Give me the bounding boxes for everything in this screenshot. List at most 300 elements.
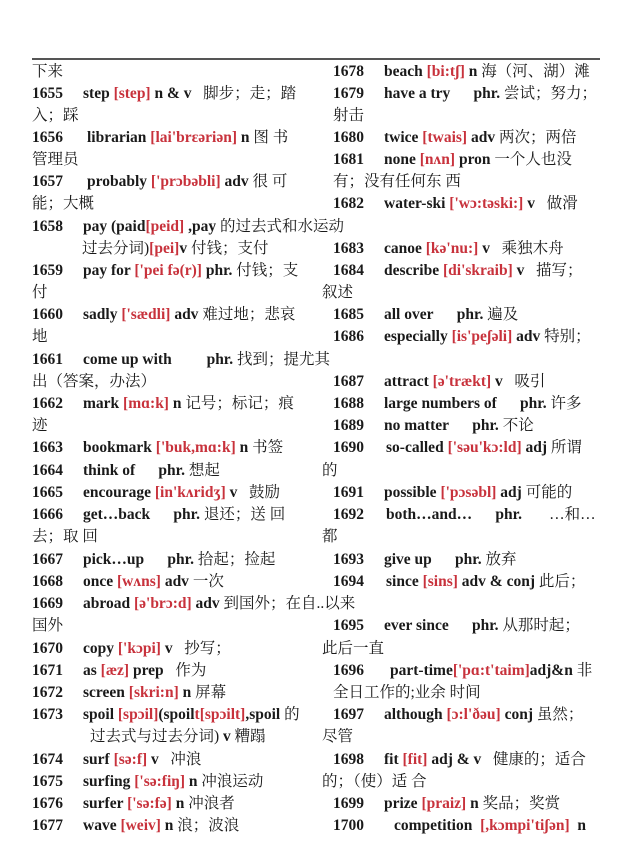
english-word: ever since phr. [384, 617, 503, 634]
entry-number: 1666 [32, 506, 63, 523]
text-line [333, 794, 560, 814]
english-word: as [83, 662, 101, 679]
text-line [333, 816, 586, 836]
english-word: spoil [83, 706, 118, 723]
english-word: n [171, 795, 189, 812]
chinese-definition: 全日工作的;业余 时间 [333, 684, 481, 701]
chinese-definition: 抄写； [176, 640, 231, 657]
chinese-definition: 书签 [252, 439, 284, 456]
text-line [322, 727, 353, 747]
english-word: wave [83, 817, 121, 834]
chinese-definition: 迹 [32, 417, 48, 434]
entry-number: 1692 [333, 506, 364, 523]
phonetic: t[spɔilt] [194, 706, 246, 723]
text-line [333, 327, 591, 347]
english-word: no matter phr. [384, 417, 503, 434]
chinese-definition: 两次；两倍 [498, 129, 577, 146]
chinese-definition: 一个人也没 [494, 151, 572, 168]
english-word: beach [384, 63, 427, 80]
chinese-definition: 图 书 [253, 129, 289, 146]
chinese-definition: 冲浪者 [188, 795, 235, 812]
text-line [333, 394, 582, 414]
english-word: come up with phr. [83, 351, 238, 368]
phonetic: [step] [113, 85, 151, 102]
chinese-definition: 地 [32, 328, 48, 345]
english-word: especially [384, 328, 452, 345]
english-word: adv [467, 129, 499, 146]
english-word: describe [384, 262, 443, 279]
chinese-definition: 一次 [192, 573, 224, 590]
phonetic: ['pɔsəbl] [440, 484, 497, 501]
chinese-definition: 冲浪运动 [201, 773, 264, 790]
entry-number: 1696 [333, 662, 364, 679]
entry-number: 1689 [333, 417, 364, 434]
english-word: abroad [83, 595, 134, 612]
phonetic: [peid] [145, 218, 185, 235]
english-word: v [179, 240, 191, 257]
text-line [32, 62, 63, 82]
english-word: adv [191, 595, 224, 612]
english-word: surfer [83, 795, 128, 812]
chinese-definition: 非 [576, 662, 593, 679]
entry-number: 1698 [333, 751, 364, 768]
entry-number: 1699 [333, 795, 364, 812]
phonetic: [nʌn] [419, 151, 456, 168]
text-line [32, 106, 79, 126]
chinese-definition: 此后一直 [322, 640, 385, 657]
text-line [322, 639, 384, 659]
english-word: (spoil [158, 706, 195, 723]
chinese-definition: 可能的 [525, 484, 573, 501]
english-word: prep [129, 662, 168, 679]
text-line [322, 772, 427, 792]
english-word: so-called [386, 439, 448, 456]
text-line [333, 172, 461, 192]
chinese-definition: 的；（使）适 合 [322, 773, 427, 790]
english-word: mark [83, 395, 124, 412]
text-line [32, 705, 300, 725]
entry-number: 1661 [32, 351, 63, 368]
chinese-definition: 叙述 [322, 284, 354, 301]
phonetic: [bi:tʃ] [426, 63, 465, 80]
entry-number: 1691 [333, 484, 364, 501]
english-word: step [83, 85, 114, 102]
text-line [333, 550, 517, 570]
text-line [32, 283, 48, 303]
english-word: adv [220, 173, 253, 190]
entry-number: 1664 [32, 462, 63, 479]
english-word: adv & conj [457, 573, 539, 590]
english-word: ,pay [184, 218, 220, 235]
chinese-definition: 付钱；支付 [190, 240, 269, 257]
chinese-definition: 很 可 [252, 173, 288, 190]
text-line [82, 239, 268, 259]
phonetic: [in'kʌridʒ] [154, 484, 226, 501]
phonetic: ['səu'kɔ:ld] [447, 439, 522, 456]
english-word: pay for [83, 262, 135, 279]
entry-number: 1683 [333, 240, 364, 257]
text-line [333, 616, 580, 636]
text-line [32, 772, 263, 792]
text-line [32, 394, 294, 414]
english-word: sadly [83, 306, 122, 323]
english-word: since [386, 573, 423, 590]
english-word: twice [384, 129, 423, 146]
chinese-definition: 下来 [32, 63, 64, 80]
english-word: think of phr. [83, 462, 189, 479]
chinese-definition: 尽管 [322, 728, 354, 745]
chinese-definition: 到国外；在自..以来 [223, 595, 356, 612]
english-word: v [160, 640, 177, 657]
top-rule [32, 58, 600, 60]
english-word: v [491, 373, 507, 390]
phonetic: ['sædli] [121, 306, 171, 323]
entry-number: 1659 [32, 262, 63, 279]
phonetic: [pei] [149, 240, 180, 257]
text-line [333, 572, 585, 592]
text-line [32, 616, 63, 636]
entry-number: 1672 [32, 684, 63, 701]
english-word: attract [384, 373, 433, 390]
english-word: probably [87, 173, 151, 190]
entry-number: 1684 [333, 262, 364, 279]
english-word: n [178, 684, 196, 701]
text-line [333, 505, 596, 525]
text-line [322, 461, 338, 481]
chinese-definition: 付 [32, 284, 48, 301]
phonetic: [mɑ:k] [123, 395, 169, 412]
english-word: all over phr. [384, 306, 488, 323]
chinese-definition: 有；没有任何东 西 [333, 173, 461, 190]
chinese-definition: 吸引 [506, 373, 546, 390]
text-line [32, 505, 285, 525]
entry-number: 1694 [333, 573, 364, 590]
phonetic: [spɔil] [117, 706, 159, 723]
text-line [333, 416, 534, 436]
chinese-definition: 做滑 [538, 195, 578, 212]
chinese-definition: 都 [322, 528, 338, 545]
phonetic: [ə'trækt] [432, 373, 492, 390]
entry-number: 1678 [333, 63, 364, 80]
phonetic: [is'peʃəli] [451, 328, 513, 345]
phonetic: [ɔ:l'ðəu] [446, 706, 501, 723]
entry-number: 1663 [32, 439, 63, 456]
phonetic: [kə'nu:] [425, 240, 479, 257]
text-line [322, 283, 353, 303]
text-line [32, 84, 296, 104]
text-line [32, 483, 280, 503]
entry-number: 1695 [333, 617, 364, 634]
text-line [32, 372, 156, 392]
chinese-definition: 健康的；适合 [485, 751, 586, 768]
english-word: adj [496, 484, 526, 501]
chinese-definition: 出（答案，办法） [32, 373, 157, 390]
text-line [32, 794, 235, 814]
chinese-definition: 尝试；努力； [504, 85, 598, 102]
english-word: surfing [83, 773, 135, 790]
chinese-definition: 的 [322, 462, 338, 479]
english-word: fit [384, 751, 403, 768]
chinese-definition: 许多 [550, 395, 582, 412]
phonetic: [fit] [402, 751, 428, 768]
entry-number: 1671 [32, 662, 63, 679]
text-line [32, 305, 295, 325]
entry-number: 1673 [32, 706, 63, 723]
entry-number: 1658 [32, 218, 63, 235]
text-line [333, 661, 592, 681]
text-line [32, 639, 231, 659]
text-line [32, 550, 275, 570]
entry-number: 1675 [32, 773, 63, 790]
entry-number: 1700 [333, 817, 364, 834]
text-line [333, 128, 576, 148]
phonetic: [skri:n] [128, 684, 179, 701]
text-line [333, 261, 583, 281]
text-line [32, 750, 201, 770]
entry-number: 1667 [32, 551, 63, 568]
text-line [32, 683, 226, 703]
chinese-definition: 放弃 [485, 551, 517, 568]
english-word: adv [160, 573, 193, 590]
english-word: pay (paid [83, 218, 146, 235]
phonetic: [sə:f] [113, 751, 148, 768]
text-line [333, 194, 578, 214]
chinese-definition: 不论 [502, 417, 534, 434]
text-line [32, 416, 48, 436]
english-word: part-time [390, 662, 453, 679]
chinese-definition: 能；大概 [32, 195, 95, 212]
english-word: none [384, 151, 420, 168]
chinese-definition: 射击 [333, 107, 365, 124]
entry-number: 1697 [333, 706, 364, 723]
phonetic: [di'skraib] [442, 262, 513, 279]
chinese-definition: 冲浪 [162, 751, 202, 768]
text-line [333, 483, 572, 503]
entry-number: 1687 [333, 373, 364, 390]
entry-number: 1662 [32, 395, 63, 412]
phonetic: [ə'brɔ:d] [133, 595, 192, 612]
english-word: adj&n [529, 662, 577, 679]
english-word: possible [384, 484, 441, 501]
chinese-definition: 过去式与过去分词) [90, 728, 220, 745]
text-line [333, 372, 545, 392]
text-line [333, 62, 590, 82]
text-line [32, 217, 344, 237]
chinese-definition: 管理员 [32, 151, 79, 168]
entry-number: 1674 [32, 751, 63, 768]
chinese-definition: 鼓励 [241, 484, 280, 501]
text-line [32, 594, 355, 614]
chinese-definition: 描写； [528, 262, 583, 279]
english-word: once [83, 573, 118, 590]
english-word: conj [500, 706, 537, 723]
english-word: phr. [201, 262, 237, 279]
chinese-definition: 入；踩 [32, 107, 79, 124]
english-word: n & v [150, 85, 196, 102]
text-line [32, 261, 298, 281]
english-word: although [384, 706, 447, 723]
chinese-definition: 国外 [32, 617, 64, 634]
entry-number: 1676 [32, 795, 63, 812]
english-word: pick…up phr. [83, 551, 198, 568]
entry-number: 1668 [32, 573, 63, 590]
phonetic: ['prɔbəbli] [150, 173, 221, 190]
english-word: n [236, 129, 254, 146]
english-word: adv [512, 328, 545, 345]
english-word: bookmark [83, 439, 156, 456]
phonetic: [twais] [422, 129, 468, 146]
english-word: screen [83, 684, 129, 701]
english-word: v [478, 240, 494, 257]
entry-number: 1690 [333, 439, 364, 456]
chinese-definition: …和… [549, 506, 596, 523]
text-line [333, 305, 518, 325]
phonetic: [sins] [422, 573, 458, 590]
text-line [32, 527, 98, 547]
chinese-definition: 的 [284, 706, 300, 723]
chinese-definition: 付钱；支 [236, 262, 299, 279]
english-word: large numbers of phr. [384, 395, 551, 412]
english-word: get…back phr. [83, 506, 204, 523]
text-line [322, 527, 338, 547]
english-word: adj [521, 439, 551, 456]
entry-number: 1681 [333, 151, 364, 168]
english-word: n [160, 817, 178, 834]
phonetic: [,kɔmpi'tiʃən] [480, 817, 570, 834]
chinese-definition: 想起 [188, 462, 220, 479]
english-word: both…and… phr. [386, 506, 550, 523]
text-line [90, 727, 266, 747]
text-line [333, 683, 481, 703]
entry-number: 1680 [333, 129, 364, 146]
phonetic: [weiv] [120, 817, 161, 834]
english-word: n [235, 439, 253, 456]
english-word: water-ski [384, 195, 450, 212]
english-word: adv [170, 306, 203, 323]
phonetic: [wʌns] [117, 573, 161, 590]
chinese-definition: 屏幕 [195, 684, 227, 701]
chinese-definition: 脚步；走；踏 [195, 85, 297, 102]
entry-number: 1656 [32, 129, 63, 146]
text-line [32, 350, 330, 370]
chinese-definition: 记号；标记；痕 [185, 395, 294, 412]
phonetic: ['kɔpi] [117, 640, 161, 657]
text-line [333, 438, 582, 458]
chinese-definition: 去；取 回 [32, 528, 98, 545]
text-line [333, 239, 564, 259]
phonetic: ['wɔ:təski:] [449, 195, 524, 212]
english-word: librarian [87, 129, 151, 146]
text-line [333, 705, 583, 725]
phonetic: ['pɑ:t'taim] [452, 662, 530, 679]
chinese-definition: 作为 [167, 662, 207, 679]
english-word: copy [83, 640, 118, 657]
text-line [32, 438, 283, 458]
english-word: canoe [384, 240, 426, 257]
chinese-definition: 奖品；奖赏 [482, 795, 561, 812]
english-word: v [523, 195, 539, 212]
entry-number: 1660 [32, 306, 63, 323]
english-word: v [219, 728, 235, 745]
entry-number: 1670 [32, 640, 63, 657]
chinese-definition: 虽然； [536, 706, 584, 723]
entry-number: 1686 [333, 328, 364, 345]
text-line [32, 128, 288, 148]
chinese-definition: 所谓 [550, 439, 582, 456]
text-line [333, 84, 597, 104]
text-line [32, 461, 220, 481]
chinese-definition: 拾起；捡起 [197, 551, 276, 568]
chinese-definition: 此后； [538, 573, 586, 590]
entry-number: 1679 [333, 85, 364, 102]
english-word: pron [455, 151, 495, 168]
english-word: encourage [83, 484, 155, 501]
text-line [32, 194, 94, 214]
english-word: v [512, 262, 529, 279]
chinese-definition: 糟蹋 [234, 728, 266, 745]
phonetic: ['pei fə(r)] [134, 262, 202, 279]
entry-number: 1655 [32, 85, 63, 102]
phonetic: [lai'brɛəriən] [150, 129, 237, 146]
chinese-definition: 海（河、湖）滩 [481, 63, 590, 80]
chinese-definition: 退还；送 回 [203, 506, 286, 523]
phonetic: ['sə:fə] [127, 795, 172, 812]
english-word: n [569, 817, 586, 834]
english-word: have a try phr. [384, 85, 504, 102]
chinese-definition: 的过去式和水运动 [219, 218, 344, 235]
entry-number: 1665 [32, 484, 63, 501]
entry-number: 1677 [32, 817, 63, 834]
text-line [32, 172, 287, 192]
text-line [333, 106, 364, 126]
text-line [333, 750, 586, 770]
text-line [333, 150, 572, 170]
chinese-definition: 找到；提尤其 [237, 351, 331, 368]
english-word: competition [394, 817, 481, 834]
chinese-definition: 浪；波浪 [177, 817, 240, 834]
english-word: n [466, 795, 483, 812]
chinese-definition: 难过地；悲哀 [202, 306, 296, 323]
text-line [32, 816, 239, 836]
text-line [32, 327, 48, 347]
chinese-definition: 从那时起； [502, 617, 580, 634]
english-word: v [225, 484, 242, 501]
chinese-definition: 遍及 [487, 306, 519, 323]
entry-number: 1685 [333, 306, 364, 323]
english-word: adj & v [427, 751, 486, 768]
english-word: give up phr. [384, 551, 486, 568]
chinese-definition: 特别； [544, 328, 591, 345]
text-line [32, 661, 206, 681]
phonetic: [æz] [100, 662, 130, 679]
english-word: n [168, 395, 186, 412]
english-word: v [147, 751, 163, 768]
english-word: ,spoil [245, 706, 285, 723]
entry-number: 1657 [32, 173, 63, 190]
entry-number: 1688 [333, 395, 364, 412]
entry-number: 1682 [333, 195, 364, 212]
entry-number: 1669 [32, 595, 63, 612]
english-word: n [185, 773, 202, 790]
english-word: surf [83, 751, 114, 768]
english-word: prize [384, 795, 422, 812]
chinese-definition: 乘独木舟 [493, 240, 564, 257]
text-line [32, 572, 224, 592]
phonetic: ['buk,mɑ:k] [155, 439, 236, 456]
entry-number: 1693 [333, 551, 364, 568]
phonetic: ['sə:fiŋ] [134, 773, 186, 790]
text-line [32, 150, 79, 170]
